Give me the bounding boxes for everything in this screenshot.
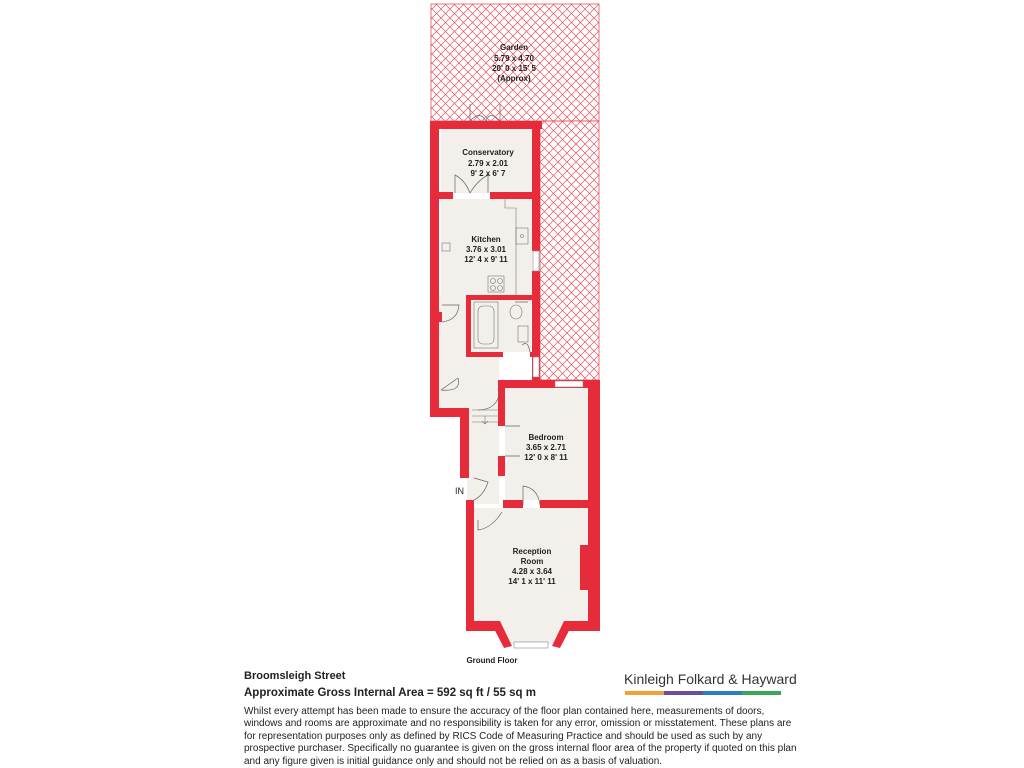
svg-text:3.76 x 3.01: 3.76 x 3.01 [465,245,507,254]
hallway-lower-floor [467,352,499,504]
logo-bar-segment [625,691,664,695]
svg-text:4.28 x 3.64: 4.28 x 3.64 [511,567,553,576]
svg-text:Garden: Garden [499,43,529,52]
hallway-floor [439,295,470,408]
agency-logo-bar [625,691,781,695]
disclaimer-text: Whilst every attempt has been made to ensure the accuracy of the floor plan contained here, measurements of doors, windows and rooms are approximate and no responsibility is taken for any error, omission or misstatement. These plans are for representation purposes only as defined by RICS Code of Measuring Practice and should be used as such by any prospective purchaser. Specifically no guarantee is given on the gross internal floor area of the property if quoted on this plan and any figure given is initial guidance only and should not be relied on as a basis of valuation. [244,706,797,767]
reception-label [508,547,556,586]
svg-text:9' 2 x 6' 7: 9' 2 x 6' 7 [470,169,506,178]
svg-text:3.65 x 2.71: 3.65 x 2.71 [525,443,567,452]
svg-text:(Approx): (Approx) [497,74,531,83]
bedroom-label [524,433,568,462]
svg-text:12' 4 x 9' 11: 12' 4 x 9' 11 [464,255,508,264]
logo-bar-segment [664,691,703,695]
svg-text:2.79 x 2.01: 2.79 x 2.01 [467,159,509,168]
svg-text:Kitchen: Kitchen [471,235,501,244]
floor-label: Ground Floor [466,656,518,665]
garden-side-strip [540,121,599,380]
svg-text:Room: Room [520,557,544,566]
entrance-label: IN [455,486,464,496]
svg-text:Bedroom: Bedroom [528,433,564,442]
svg-text:Reception: Reception [512,547,552,556]
svg-text:5.79 x 4.70: 5.79 x 4.70 [493,54,535,63]
svg-text:Conservatory: Conservatory [462,148,514,157]
logo-bar-segment [742,691,781,695]
svg-text:20' 0 x 15' 5: 20' 0 x 15' 5 [492,64,536,73]
property-title: Broomsleigh Street [244,670,346,682]
agency-logo-text: Kinleigh Folkard & Hayward [624,671,797,687]
svg-text:14' 1 x 11' 11: 14' 1 x 11' 11 [508,577,556,586]
gross-internal-area: Approximate Gross Internal Area = 592 sq ft / 55 sq m [244,687,536,699]
svg-text:12' 0 x 8' 11: 12' 0 x 8' 11 [524,453,568,462]
logo-bar-segment [703,691,742,695]
